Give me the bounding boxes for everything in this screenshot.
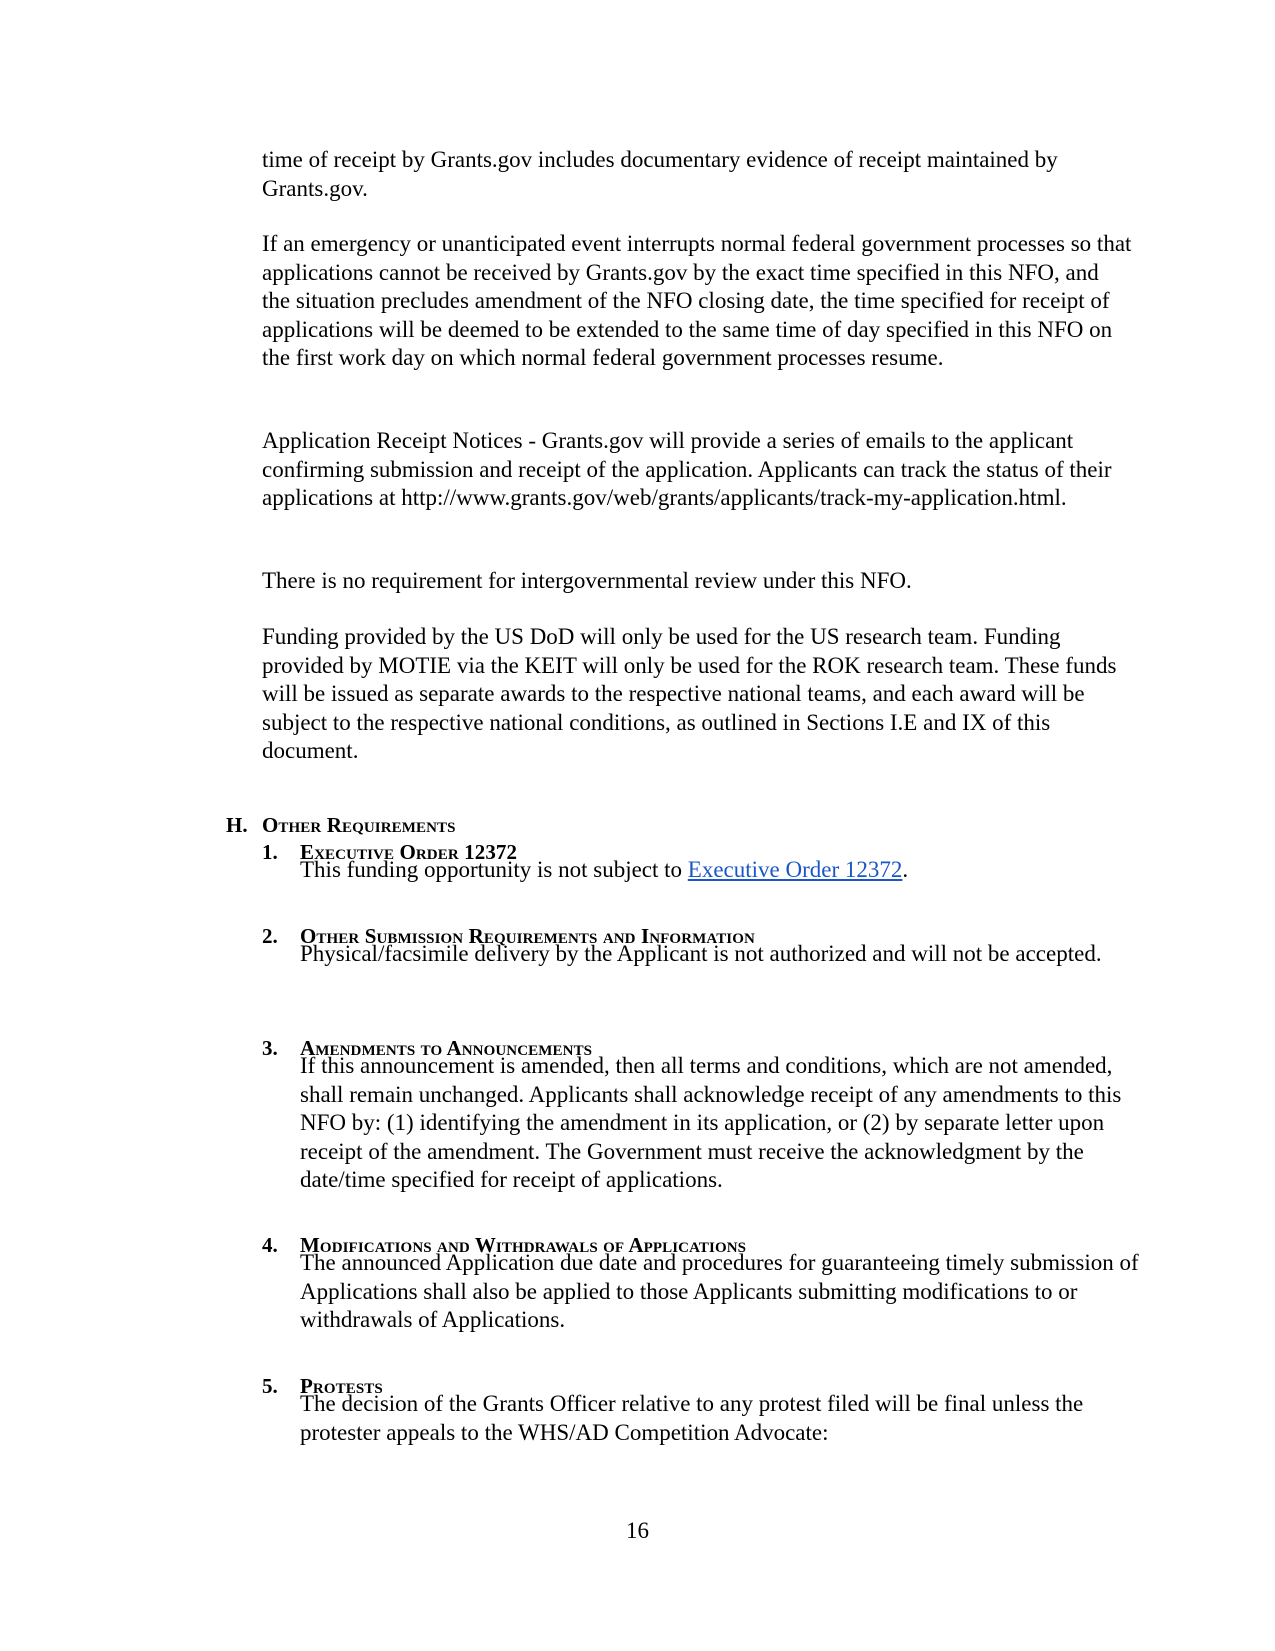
item-body-text: This funding opportunity is not subject to — [300, 857, 688, 882]
item-title: Amendments to Announcements — [300, 1036, 593, 1060]
item-title: Protests — [300, 1374, 383, 1398]
item-title: Executive Order 12372 — [300, 840, 518, 864]
item-body-modifications: The announced Application due date and procedures for guaranteeing timely submission of Applications shall also be applied to those Applicants submitting modifications to or withdrawals of Applications. — [300, 1250, 1139, 1333]
item-number: 1. — [262, 840, 278, 864]
item-body-amendments: If this announcement is amended, then all terms and conditions, which are not amended, shall remain unchanged. Applicants shall acknowledge receipt of any amendments to this NFO by: (1) identifying the amendment in its application, or (2) by separate letter upon receipt of the amendment. The Government must receive the acknowledgment by the date/time specified for receipt of applications. — [300, 1053, 1122, 1193]
item-body-period: . — [902, 857, 909, 882]
section-title: Other Requirements — [262, 813, 456, 837]
paragraph-funding: Funding provided by the US DoD will only be used for the US research team. Funding provided by MOTIE via the KEIT will only be used for the ROK research team. These funds will be issued as separate awards to the respective national teams, and each award will be subject to the respective national conditions, as outlined in Sections I.E and IX of this document. — [262, 624, 1117, 764]
item-number: 3. — [262, 1036, 278, 1060]
page-number: 16 — [626, 1518, 649, 1543]
paragraph-receipt-notices: Application Receipt Notices - Grants.gov will provide a series of emails to the applicant confirming submission and receipt of the application. Applicants can track the status of their applications at http://www.grants.gov/web/grants/applicants/track-my-application.html. — [262, 428, 1112, 511]
item-body-other-submission: Physical/facsimile delivery by the Applicant is not authorized and will not be accepted. — [300, 941, 1102, 966]
paragraph-emergency-extension: If an emergency or unanticipated event interrupts normal federal government processes so that applications cannot be received by Grants.gov by the exact time specified in this NFO, and the situation precludes amendment of the NFO closing date, the time specified for receipt of applications will be deemed to be extended to the same time of day specified in this NFO on the first work day on which normal federal government processes resume. — [262, 231, 1132, 371]
item-title: Modifications and Withdrawals of Applications — [300, 1233, 747, 1257]
paragraph-intergovernmental-review: There is no requirement for intergovernmental review under this NFO. — [262, 568, 912, 593]
item-number: 2. — [262, 924, 278, 948]
section-letter: H. — [226, 813, 248, 837]
paragraph-receipt-evidence: time of receipt by Grants.gov includes documentary evidence of receipt maintained by Grants.gov. — [262, 147, 1058, 201]
executive-order-link[interactable]: Executive Order 12372 — [687, 857, 903, 882]
item-title: Other Submission Requirements and Information — [300, 924, 755, 948]
item-number: 5. — [262, 1374, 278, 1398]
item-body-protests: The decision of the Grants Officer relative to any protest filed will be final unless the protester appeals to the WHS/AD Competition Advocate: — [300, 1391, 1084, 1445]
item-number: 4. — [262, 1233, 278, 1257]
section-heading-h — [226, 813, 456, 838]
item-body-executive-order — [300, 856, 1145, 885]
